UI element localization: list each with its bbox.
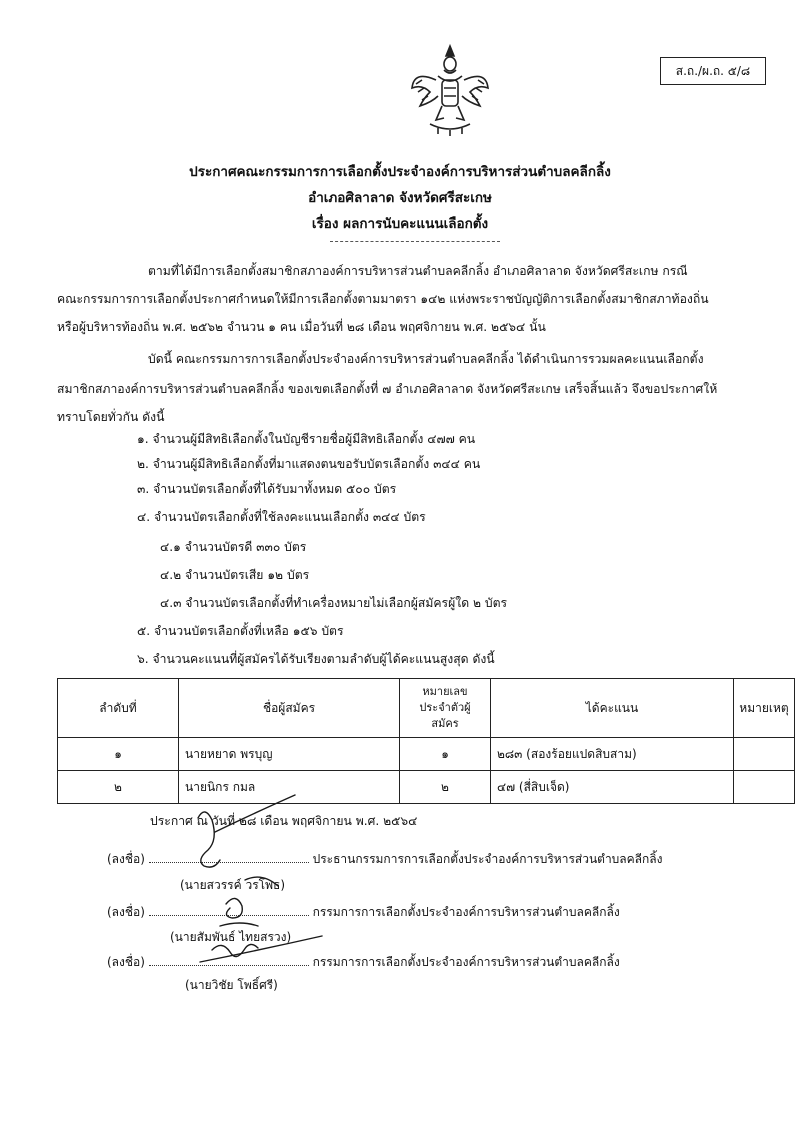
col-number-header xyxy=(400,679,491,738)
col-number-header-line2: ประจำตัวผู้สมัคร xyxy=(419,701,471,730)
cell-name: นายนิกร กมล xyxy=(179,771,400,804)
signer-role: กรรมการการเลือกตั้งประจำองค์การบริหารส่วนตำบลคลีกลิ้ง xyxy=(312,905,620,919)
header-subject: เรื่อง ผลการนับคะแนนเลือกตั้ง xyxy=(311,216,489,232)
col-votes-header: ได้คะแนน xyxy=(491,679,734,738)
para2-line-1: บัดนี้ คณะกรรมการการเลือกตั้งประจำองค์การบริหารส่วนตำบลคลีกลิ้ง ได้ดำเนินการรวมผลคะแนนเลือกตั้ง xyxy=(148,352,704,366)
garuda-emblem-icon xyxy=(408,40,492,138)
signature-dotted-line xyxy=(149,905,309,916)
para1-line-2: คณะกรรมการการเลือกตั้งประกาศกำหนดให้มีการเลือกตั้งตามมาตรา ๑๔๒ แห่งพระราชบัญญัติการเลือกตั้งสมาชิกสภาท้องถิ่น xyxy=(57,292,709,306)
signature-line xyxy=(107,903,620,922)
para1-line-3: หรือผู้บริหารท้องถิ่น พ.ศ. ๒๕๖๒ จำนวน ๑ คน เมื่อวันที่ ๒๘ เดือน พฤศจิกายน พ.ศ. ๒๕๖๔ นั้น xyxy=(57,320,546,334)
list-item: ๔. จำนวนบัตรเลือกตั้งที่ใช้ลงคะแนนเลือกตั้ง ๓๔๔ บัตร xyxy=(137,510,426,524)
results-table xyxy=(57,678,795,804)
list-item: ๔.๑ จำนวนบัตรดี ๓๓๐ บัตร xyxy=(160,540,307,554)
signature-dotted-line xyxy=(149,955,309,966)
sign-label: (ลงชื่อ) xyxy=(107,905,145,919)
list-item: ๔.๓ จำนวนบัตรเลือกตั้งที่ทำเครื่องหมายไม่เลือกผู้สมัครผู้ใด ๒ บัตร xyxy=(160,596,508,610)
cell-number: ๒ xyxy=(400,771,491,804)
para2-line-2: สมาชิกสภาองค์การบริหารส่วนตำบลคลีกลิ้ง ของเขตเลือกตั้งที่ ๗ อำเภอศิลาลาด จังหวัดศรีสะเกษ เสร็จสิ้นแล้ว จึงขอประกาศให้ xyxy=(57,382,718,396)
para2-line-3: ทราบโดยทั่วกัน ดังนี้ xyxy=(57,410,165,424)
cell-number: ๑ xyxy=(400,738,491,771)
cell-votes: ๒๘๓ (สองร้อยแปดสิบสาม) xyxy=(491,738,734,771)
signer-name: (นายวิชัย โพธิ์ศรี) xyxy=(185,978,278,992)
signer-name: (นายสัมพันธ์ ไทยสรวง) xyxy=(170,930,292,944)
cell-remark xyxy=(734,738,795,771)
signer-role: ประธานกรรมการการเลือกตั้งประจำองค์การบริหารส่วนตำบลคลีกลิ้ง xyxy=(312,852,663,866)
list-item: ๑. จำนวนผู้มีสิทธิเลือกตั้งในบัญชีรายชื่อผู้มีสิทธิเลือกตั้ง ๔๗๗ คน xyxy=(137,432,476,446)
list-item: ๕. จำนวนบัตรเลือกตั้งที่เหลือ ๑๕๖ บัตร xyxy=(137,624,344,638)
list-item: ๔.๒ จำนวนบัตรเสีย ๑๒ บัตร xyxy=(160,568,310,582)
para1-line-1: ตามที่ได้มีการเลือกตั้งสมาชิกสภาองค์การบริหารส่วนตำบลคลีกลิ้ง อำเภอศิลาลาด จังหวัดศรีสะเกษ กรณี xyxy=(148,264,688,278)
list-item: ๖. จำนวนคะแนนที่ผู้สมัครได้รับเรียงตามลำดับผู้ได้คะแนนสูงสุด ดังนี้ xyxy=(137,652,495,666)
cell-remark xyxy=(734,771,795,804)
signature-dotted-line xyxy=(149,852,309,863)
col-name-header: ชื่อผู้สมัคร xyxy=(179,679,400,738)
signer-name: (นายสวรรค์ วรโพธ) xyxy=(180,878,285,892)
list-item: ๓. จำนวนบัตรเลือกตั้งที่ได้รับมาทั้งหมด ๕๐๐ บัตร xyxy=(137,482,397,496)
header-line-1: ประกาศคณะกรรมการการเลือกตั้งประจำองค์การบริหารส่วนตำบลคลีกลิ้ง xyxy=(189,164,611,180)
col-remark-header: หมายเหตุ xyxy=(734,679,795,738)
signature-line xyxy=(107,953,620,972)
table-row xyxy=(58,738,795,771)
table-header-row xyxy=(58,679,795,738)
header-line-2: อำเภอศิลาลาด จังหวัดศรีสะเกษ xyxy=(308,190,492,206)
signature-line xyxy=(107,850,663,869)
document-number: ส.ถ./ผ.ถ. ๕/๘ xyxy=(660,57,766,85)
col-rank-header: ลำดับที่ xyxy=(58,679,179,738)
announce-date: ประกาศ ณ วันที่ ๒๘ เดือน พฤศจิกายน พ.ศ. ๒๕๖๔ xyxy=(150,814,418,828)
signer-role: กรรมการการเลือกตั้งประจำองค์การบริหารส่วนตำบลคลีกลิ้ง xyxy=(312,955,620,969)
cell-votes: ๔๗ (สี่สิบเจ็ด) xyxy=(491,771,734,804)
cell-rank: ๒ xyxy=(58,771,179,804)
col-number-header-line1: หมายเลข xyxy=(422,685,468,698)
header-divider xyxy=(330,241,500,242)
table-row xyxy=(58,771,795,804)
list-item: ๒. จำนวนผู้มีสิทธิเลือกตั้งที่มาแสดงตนขอรับบัตรเลือกตั้ง ๓๔๔ คน xyxy=(137,457,481,471)
cell-name: นายหยาด พรบุญ xyxy=(179,738,400,771)
sign-label: (ลงชื่อ) xyxy=(107,955,145,969)
cell-rank: ๑ xyxy=(58,738,179,771)
sign-label: (ลงชื่อ) xyxy=(107,852,145,866)
